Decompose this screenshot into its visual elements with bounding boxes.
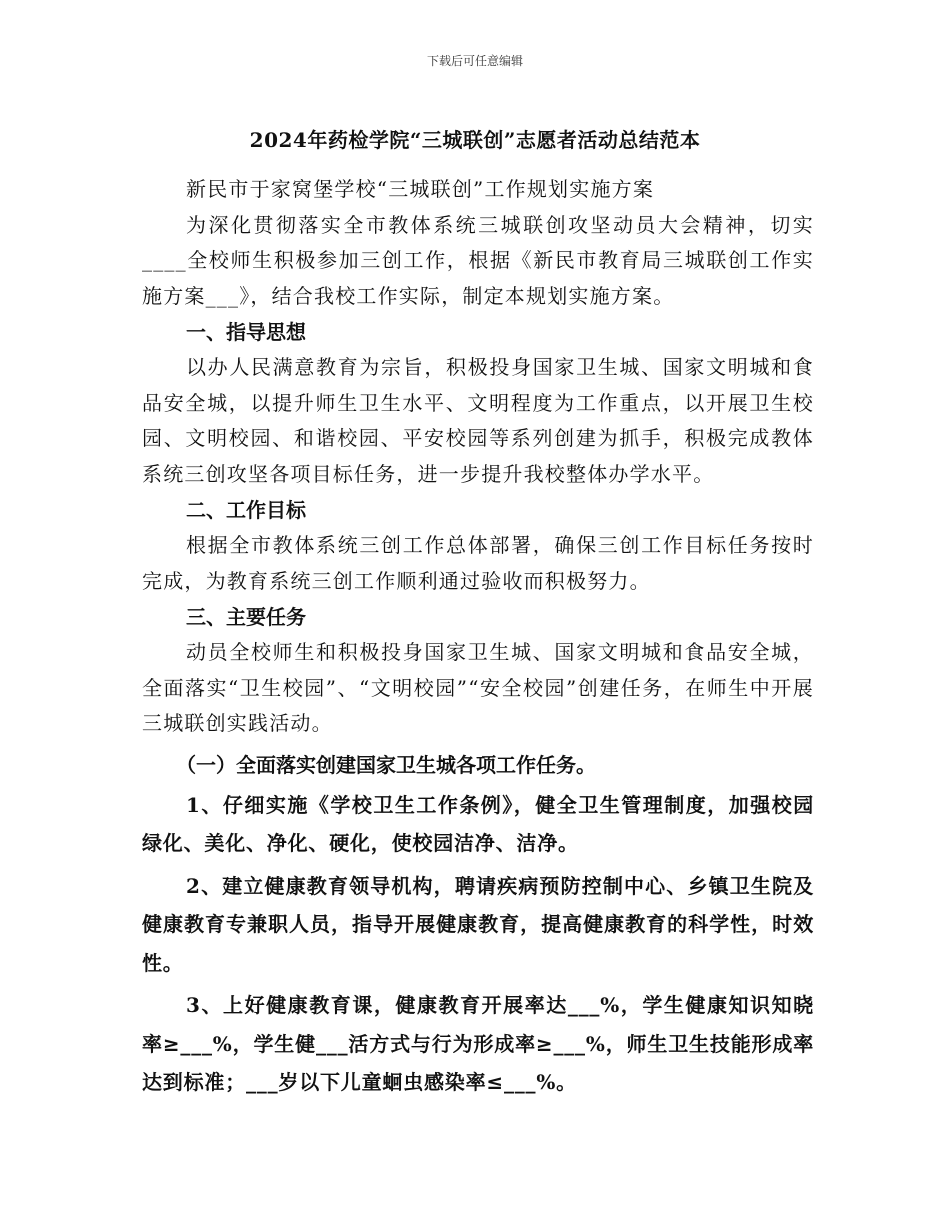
paragraph-intro: 为深化贯彻落实全市教体系统三城联创攻坚动员大会精神，切实____全校师生积极参加三创工作，根据《新民市教育局三城联创工作实施方案___》，结合我校工作实际，制定本规划实施方案。 <box>142 212 814 308</box>
subsection-heading: （一）全面落实创建国家卫生城各项工作任务。 <box>176 752 596 777</box>
section-heading-guiding-thought: 一、指导思想 <box>186 320 306 344</box>
section-heading-work-goals: 二、工作目标 <box>186 498 306 522</box>
list-item: 2、建立健康教育领导机构，聘请疾病预防控制中心、乡镇卫生院及健康教育专兼职人员，指导开展健康教育，提高健康教育的科学性，时效性。 <box>142 873 814 975</box>
paragraph-main-tasks: 动员全校师生和积极投身国家卫生城、国家文明城和食品安全城，全面落实“卫生校园”、“文明校园”“安全校园”创建任务，在师生中开展三城联创实践活动。 <box>142 640 814 735</box>
list-item: 3、上好健康教育课，健康教育开展率达___%，学生健康知识知晓率≥___%，学生健___活方式与行为形成率≥___%，师生卫生技能形成率达到标准；___岁以下儿童蛔虫感染率≤___%。 <box>142 993 814 1094</box>
section-heading-main-tasks: 三、主要任务 <box>186 605 306 629</box>
list-item: 1、仔细实施《学校卫生工作条例》，健全卫生管理制度，加强校园绿化、美化、净化、硬化，使校园洁净、洁净。 <box>142 792 814 855</box>
header-note: 下载后可任意编辑 <box>426 54 523 68</box>
paragraph-work-goals: 根据全市教体系统三创工作总体部署，确保三创工作目标任务按时完成，为教育系统三创工作顺利通过验收而积极努力。 <box>142 533 814 593</box>
task-list <box>142 746 814 1102</box>
document-title: 2024年药检学院“三城联创”志愿者活动总结范本 <box>249 128 701 152</box>
paragraph-plan-title: 新民市于家窝堡学校“三城联创”工作规划实施方案 <box>186 177 655 201</box>
paragraph-guiding-thought: 以办人民满意教育为宗旨，积极投身国家卫生城、国家文明城和食品安全城，以提升师生卫生水平、文明程度为工作重点，以开展卫生校园、文明校园、和谐校园、平安校园等系列创建为抓手，积极完成教体系统三创攻坚各项目标任务，进一步提升我校整体办学水平。 <box>142 355 814 486</box>
document-body <box>142 172 814 1102</box>
